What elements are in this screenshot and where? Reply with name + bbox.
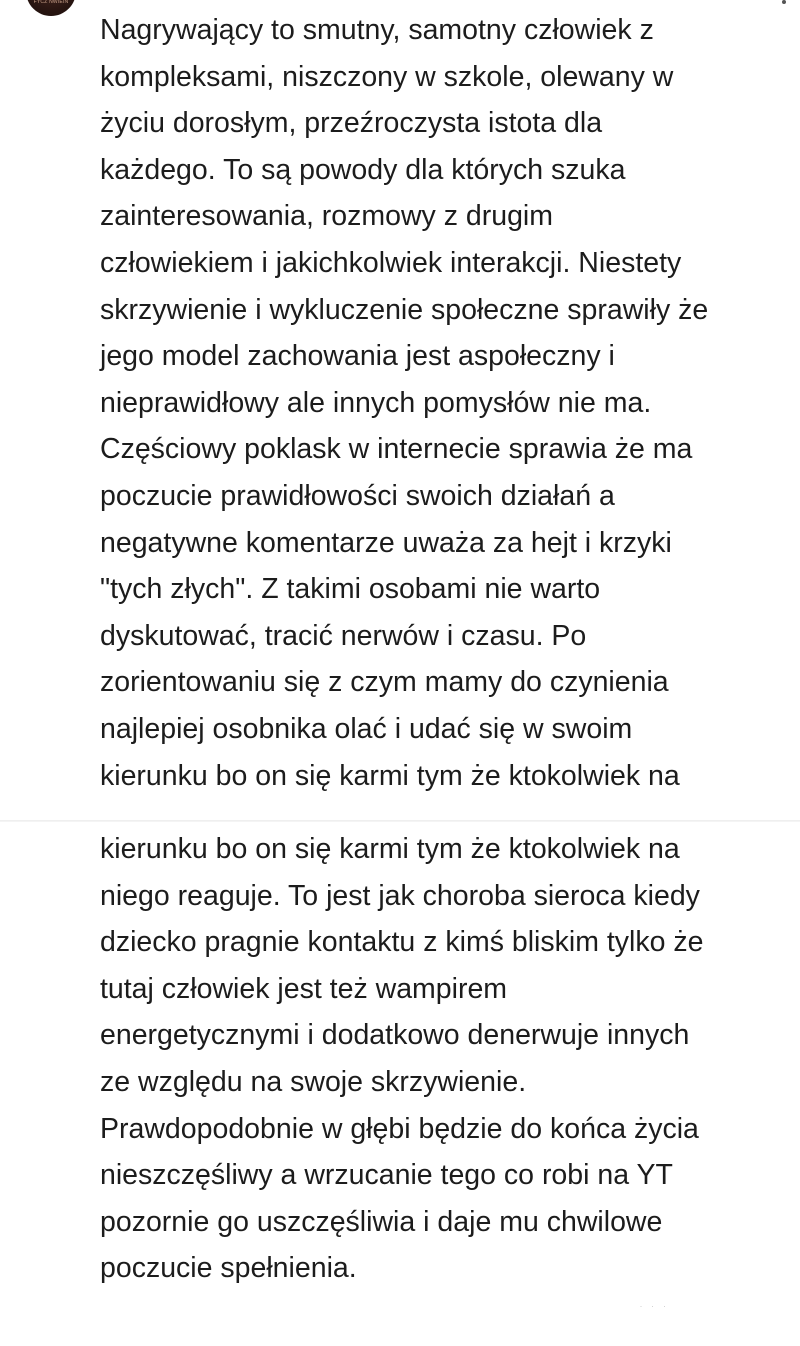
comment-line: skrzywienie i wykluczenie społeczne sprawiły że	[100, 293, 709, 326]
comment-line: niego reaguje. To jest jak choroba sieroca kiedy	[100, 879, 700, 912]
comment-line: każdego. To są powody dla których szuka	[100, 153, 626, 186]
comment-line: pozornie go uszczęśliwia i daje mu chwilowe	[100, 1205, 663, 1238]
comment-line: nieprawidłowy ale innych pomysłów nie ma.	[100, 386, 652, 419]
comment-line: dyskutować, tracić nerwów i czasu. Po	[100, 619, 587, 652]
comment-line: poczucie prawidłowości swoich działań a	[100, 479, 615, 512]
comment-line: poczucie spełnienia.	[100, 1252, 357, 1285]
comment-line: nieszczęśliwy a wrzucanie tego co robi na YT	[100, 1159, 673, 1192]
comment-line: Częściowy poklask w internecie sprawia że ma	[100, 433, 693, 466]
comment-line: najlepiej osobnika olać i udać się w swoim	[100, 712, 633, 745]
comment-line: tutaj człowiek jest też wampirem	[100, 972, 508, 1005]
comment-line: jego model zachowania jest aspołeczny i	[100, 340, 615, 373]
comment-line: Nagrywający to smutny, samotny człowiek z	[100, 14, 654, 46]
comment-text-part-2	[100, 826, 790, 1292]
comment-line: negatywne komentarze uważa za hejt i krzyki	[100, 526, 672, 559]
comment-line: Prawdopodobnie w głębi będzie do końca życia	[100, 1112, 699, 1145]
comment-line: kierunku bo on się karmi tym że ktokolwiek na	[100, 833, 680, 865]
avatar-label: FYCZ NWIEIN	[33, 0, 69, 5]
comment-line: kompleksami, niszczony w szkole, olewany w	[100, 60, 674, 93]
comment-line: ze względu na swoje skrzywienie.	[100, 1065, 527, 1098]
comment-line: energetycznymi i dodatkowo denerwuje innych	[100, 1019, 690, 1052]
avatar[interactable]	[26, 0, 76, 16]
screenshot-seam-divider	[0, 820, 800, 822]
comment-line: "tych złych". Z takimi osobami nie warto	[100, 573, 601, 606]
comment-line: dziecko pragnie kontaktu z kimś bliskim tylko że	[100, 926, 704, 959]
comment-line: człowiekiem i jakichkolwiek interakcji. Niestety	[100, 246, 682, 279]
comment-line: zorientowaniu się z czym mamy do czynienia	[100, 666, 669, 699]
comment-line: życiu dorosłym, przeźroczysta istota dla	[100, 107, 603, 140]
faint-marks: · · ·	[640, 1304, 670, 1310]
comment-line: kierunku bo on się karmi tym że ktokolwiek na	[100, 759, 680, 792]
comment-text-part-1	[100, 7, 790, 799]
more-options-icon[interactable]	[782, 0, 788, 6]
comment-line: zainteresowania, rozmowy z drugim	[100, 200, 554, 233]
